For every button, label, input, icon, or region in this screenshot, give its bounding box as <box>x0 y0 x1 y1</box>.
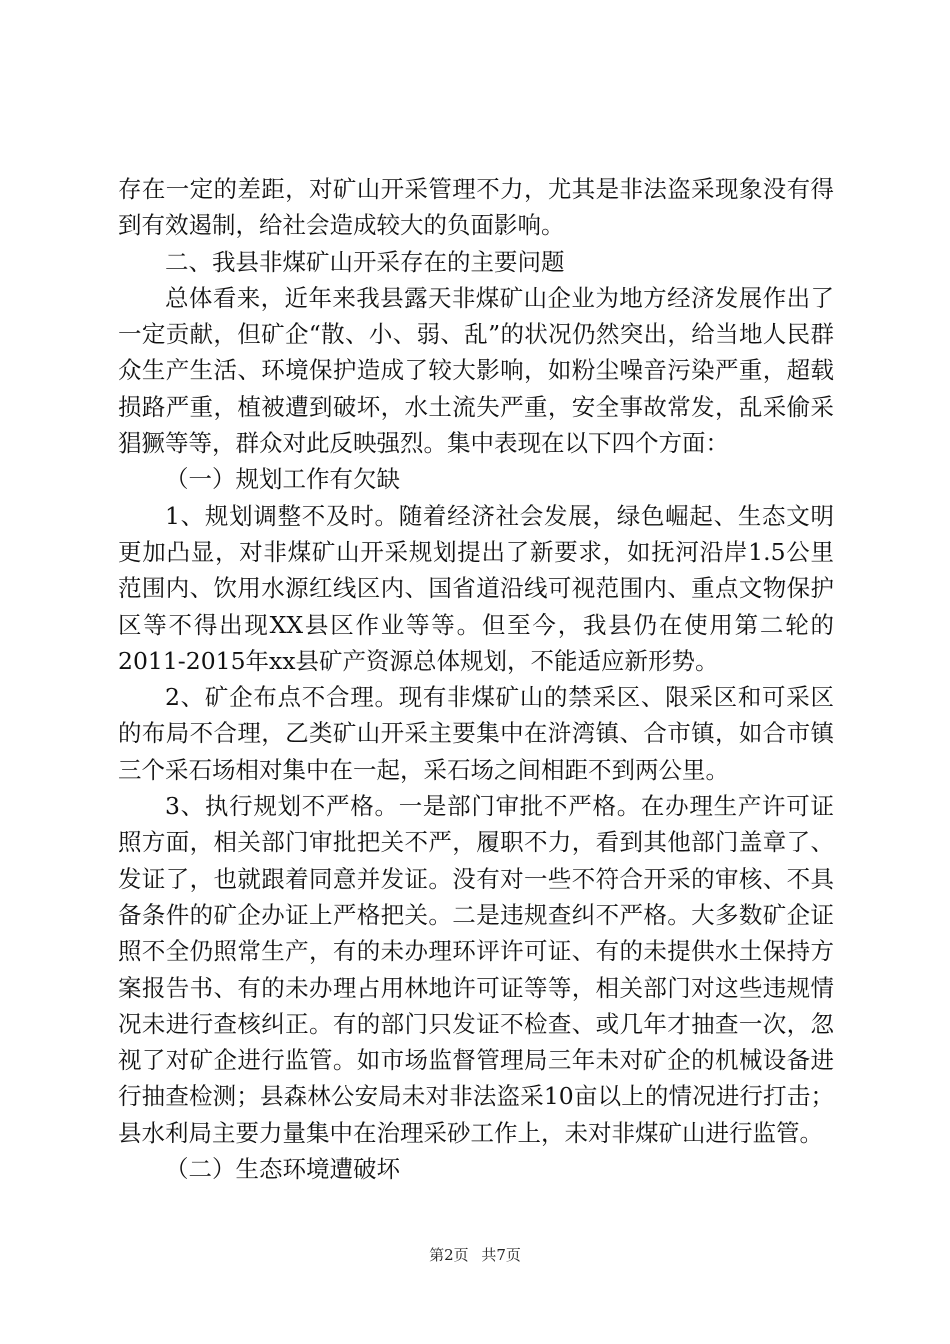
subsection-heading-1: （一）规划工作有欠缺 <box>165 465 400 494</box>
document-body <box>118 171 834 1187</box>
page-number: 第2页 <box>429 1246 469 1264</box>
paragraph-continuation: 存在一定的差距，对矿山开采管理不力，尤其是非法盗采现象没有得到有效遏制，给社会造成较大的负面影响。 <box>118 175 834 240</box>
page-total: 共7页 <box>481 1246 521 1264</box>
section-heading-2: 二、我县非煤矿山开采存在的主要问题 <box>165 247 565 276</box>
paragraph-item-1: 1、规划调整不及时。随着经济社会发展，绿色崛起、生态文明更加凸显，对非煤矿山开采规划提出了新要求，如抚河沿岸1.5公里范围内、饮用水源红线区内、国省道沿线可视范围内、重点文物保护区等不得出现XX县区作业等等。但至今，我县仍在使用第二轮的2011-2015年xx县矿产资源总体规划，不能适应新形势。 <box>118 501 834 675</box>
paragraph-item-2: 2、矿企布点不合理。现有非煤矿山的禁采区、限采区和可采区的布局不合理，乙类矿山开采主要集中在浒湾镇、合市镇，如合市镇三个采石场相对集中在一起，采石场之间相距不到两公里。 <box>118 683 834 784</box>
subsection-heading-2: （二）生态环境遭破坏 <box>165 1155 400 1184</box>
paragraph-overview: 总体看来，近年来我县露天非煤矿山企业为地方经济发展作出了一定贡献，但矿企“散、小、弱、乱”的状况仍然突出，给当地人民群众生产生活、环境保护造成了较大影响，如粉尘噪音污染严重，超载损路严重，植被遭到破坏，水土流失严重，安全事故常发，乱采偷采猖獗等等，群众对此反映强烈。集中表现在以下四个方面： <box>118 283 834 458</box>
paragraph-item-3: 3、执行规划不严格。一是部门审批不严格。在办理生产许可证照方面，相关部门审批把关不严，履职不力，看到其他部门盖章了、发证了，也就跟着同意并发证。没有对一些不符合开采的审核、不具备条件的矿企办证上严格把关。二是违规查纠不严格。大多数矿企证照不全仍照常生产，有的未办理环评许可证、有的未提供水土保持方案报告书、有的未办理占用林地许可证等等，相关部门对这些违规情况未进行查核纠正。有的部门只发证不检查、或几年才抽查一次，忽视了对矿企进行监管。如市场监督管理局三年未对矿企的机械设备进行抽查检测；县森林公安局未对非法盗采10亩以上的情况进行打击；县水利局主要力量集中在治理采砂工作上，未对非煤矿山进行监管。 <box>118 792 834 1147</box>
page-footer <box>0 1244 950 1265</box>
